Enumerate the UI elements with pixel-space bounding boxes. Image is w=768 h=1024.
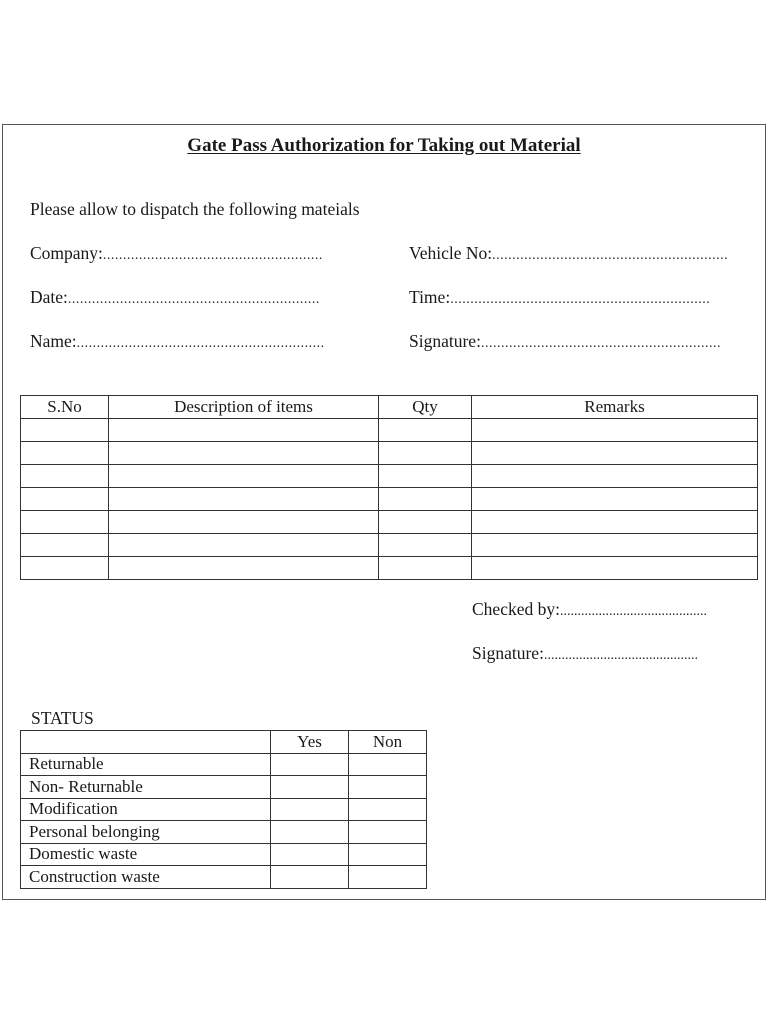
vehicle-dots: ........................................................... bbox=[492, 248, 729, 263]
status-header-row bbox=[21, 731, 427, 754]
signature-field[interactable] bbox=[409, 331, 721, 352]
checker-signature-label: Signature: bbox=[472, 643, 544, 663]
remarks-cell[interactable] bbox=[472, 442, 758, 465]
vehicle-field[interactable] bbox=[409, 243, 728, 264]
name-label: Name: bbox=[30, 331, 77, 351]
company-label: Company: bbox=[30, 243, 103, 263]
signature-dots: ............................................................ bbox=[480, 336, 721, 351]
status-row bbox=[21, 798, 427, 821]
checker-signature-dots: ............................................ bbox=[543, 648, 698, 663]
signature-label: Signature: bbox=[409, 331, 481, 351]
remarks-cell[interactable] bbox=[472, 557, 758, 580]
status-header-yes: Yes bbox=[271, 731, 349, 754]
description-cell[interactable] bbox=[109, 488, 379, 511]
sno-cell[interactable] bbox=[21, 419, 109, 442]
status-non-cell[interactable] bbox=[349, 753, 427, 776]
remarks-cell[interactable] bbox=[472, 534, 758, 557]
name-dots: .............................................................. bbox=[76, 336, 325, 351]
status-header-non: Non bbox=[349, 731, 427, 754]
items-row bbox=[21, 419, 758, 442]
status-yes-cell[interactable] bbox=[271, 821, 349, 844]
checked-by-dots: .......................................... bbox=[559, 604, 707, 619]
time-dots: ................................................................. bbox=[450, 292, 711, 307]
items-header-row bbox=[21, 396, 758, 419]
description-cell[interactable] bbox=[109, 534, 379, 557]
remarks-cell[interactable] bbox=[472, 419, 758, 442]
status-row-label: Domestic waste bbox=[21, 843, 271, 866]
status-non-cell[interactable] bbox=[349, 821, 427, 844]
description-cell[interactable] bbox=[109, 419, 379, 442]
description-cell[interactable] bbox=[109, 511, 379, 534]
status-row-label: Construction waste bbox=[21, 866, 271, 889]
checker-signature-field[interactable] bbox=[472, 643, 698, 664]
header-remarks: Remarks bbox=[472, 396, 758, 419]
status-row-label: Non- Returnable bbox=[21, 776, 271, 799]
status-row bbox=[21, 866, 427, 889]
items-row bbox=[21, 465, 758, 488]
items-row bbox=[21, 442, 758, 465]
status-non-cell[interactable] bbox=[349, 866, 427, 889]
status-heading: STATUS bbox=[31, 708, 94, 728]
qty-cell[interactable] bbox=[379, 419, 472, 442]
status-row bbox=[21, 776, 427, 799]
header-description: Description of items bbox=[109, 396, 379, 419]
status-row bbox=[21, 753, 427, 776]
status-non-cell[interactable] bbox=[349, 776, 427, 799]
status-non-cell[interactable] bbox=[349, 843, 427, 866]
status-row-label: Returnable bbox=[21, 753, 271, 776]
status-yes-cell[interactable] bbox=[271, 753, 349, 776]
items-table bbox=[20, 395, 758, 580]
qty-cell[interactable] bbox=[379, 534, 472, 557]
sno-cell[interactable] bbox=[21, 442, 109, 465]
header-sno: S.No bbox=[21, 396, 109, 419]
company-dots: ....................................................... bbox=[102, 248, 323, 263]
items-row bbox=[21, 557, 758, 580]
vehicle-label: Vehicle No: bbox=[409, 243, 493, 263]
status-yes-cell[interactable] bbox=[271, 843, 349, 866]
checked-by-field[interactable] bbox=[472, 599, 707, 620]
status-yes-cell[interactable] bbox=[271, 866, 349, 889]
remarks-cell[interactable] bbox=[472, 488, 758, 511]
status-table bbox=[20, 730, 427, 889]
date-field[interactable] bbox=[30, 287, 320, 308]
form-title: Gate Pass Authorization for Taking out Material bbox=[187, 135, 581, 156]
status-non-cell[interactable] bbox=[349, 798, 427, 821]
header-qty: Qty bbox=[379, 396, 472, 419]
items-row bbox=[21, 511, 758, 534]
date-dots: ............................................................... bbox=[67, 292, 320, 307]
gate-pass-form bbox=[2, 124, 766, 900]
sno-cell[interactable] bbox=[21, 511, 109, 534]
checked-by-label: Checked by: bbox=[472, 599, 560, 619]
description-cell[interactable] bbox=[109, 465, 379, 488]
qty-cell[interactable] bbox=[379, 488, 472, 511]
time-label: Time: bbox=[409, 287, 451, 307]
company-field[interactable] bbox=[30, 243, 323, 264]
status-row-label: Modification bbox=[21, 798, 271, 821]
items-row bbox=[21, 534, 758, 557]
sno-cell[interactable] bbox=[21, 557, 109, 580]
qty-cell[interactable] bbox=[379, 557, 472, 580]
qty-cell[interactable] bbox=[379, 511, 472, 534]
status-row bbox=[21, 843, 427, 866]
description-cell[interactable] bbox=[109, 557, 379, 580]
remarks-cell[interactable] bbox=[472, 511, 758, 534]
status-header-blank bbox=[21, 731, 271, 754]
name-field[interactable] bbox=[30, 331, 325, 352]
sno-cell[interactable] bbox=[21, 488, 109, 511]
date-label: Date: bbox=[30, 287, 68, 307]
intro-text: Please allow to dispatch the following mateials bbox=[30, 199, 360, 219]
sno-cell[interactable] bbox=[21, 534, 109, 557]
qty-cell[interactable] bbox=[379, 442, 472, 465]
qty-cell[interactable] bbox=[379, 465, 472, 488]
sno-cell[interactable] bbox=[21, 465, 109, 488]
status-yes-cell[interactable] bbox=[271, 798, 349, 821]
description-cell[interactable] bbox=[109, 442, 379, 465]
status-yes-cell[interactable] bbox=[271, 776, 349, 799]
remarks-cell[interactable] bbox=[472, 465, 758, 488]
status-row bbox=[21, 821, 427, 844]
time-field[interactable] bbox=[409, 287, 710, 308]
status-row-label: Personal belonging bbox=[21, 821, 271, 844]
items-row bbox=[21, 488, 758, 511]
